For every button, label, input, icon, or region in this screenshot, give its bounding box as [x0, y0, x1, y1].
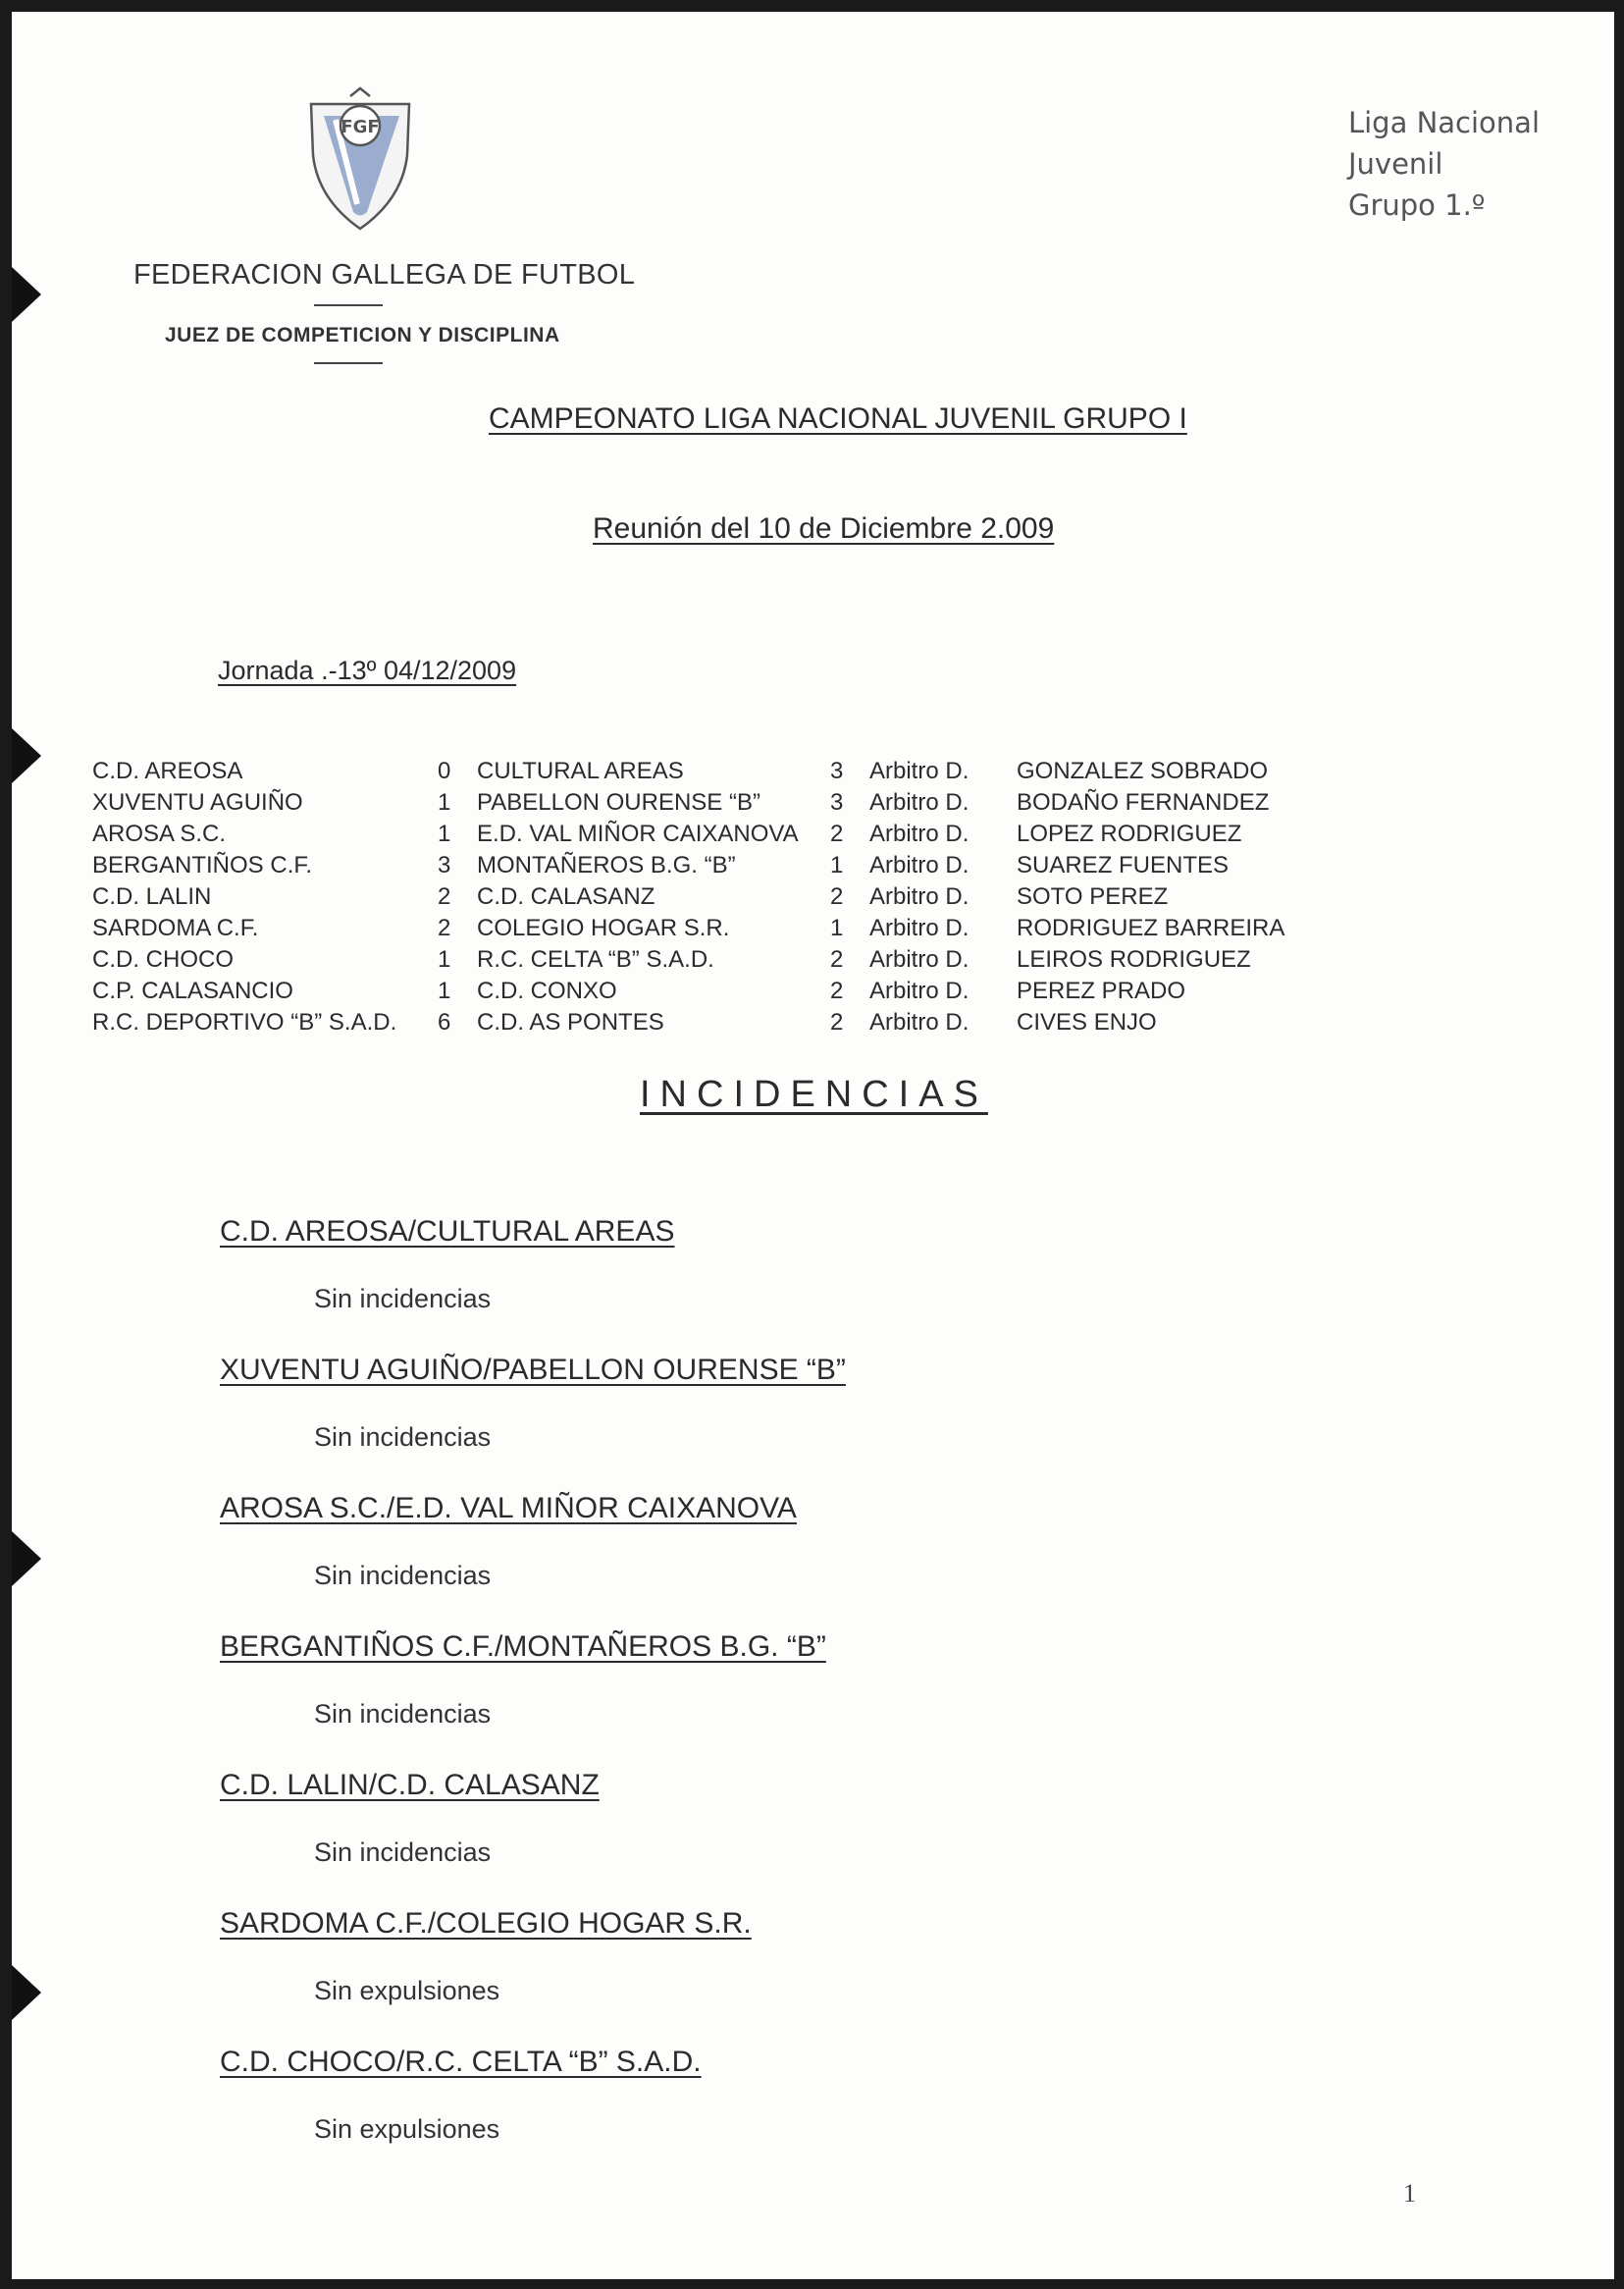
result-home-goals: 1: [438, 821, 451, 847]
document-title: CAMPEONATO LIGA NACIONAL JUVENIL GRUPO I: [489, 402, 1187, 435]
result-referee: BODAÑO FERNANDEZ: [1017, 789, 1270, 816]
result-away: C.D. AS PONTES: [477, 1009, 664, 1036]
result-away: R.C. CELTA “B” S.A.D.: [477, 946, 714, 973]
result-referee-label: Arbitro D.: [869, 821, 969, 847]
scan-edge-notch: [12, 1531, 41, 1586]
result-referee-label: Arbitro D.: [869, 758, 969, 784]
result-referee-label: Arbitro D.: [869, 915, 969, 941]
result-away-goals: 1: [830, 852, 844, 878]
result-home-goals: 3: [438, 852, 451, 878]
result-home: C.P. CALASANCIO: [92, 978, 293, 1004]
league-line: Liga Nacional: [1347, 106, 1540, 139]
result-home-goals: 2: [438, 883, 451, 910]
incident-note: Sin expulsiones: [314, 2114, 500, 2144]
incident-match-title: SARDOMA C.F./COLEGIO HOGAR S.R.: [220, 1907, 752, 1940]
table-row: [92, 913, 1311, 944]
incident-note: Sin incidencias: [314, 1561, 492, 1590]
result-away-goals: 1: [830, 915, 844, 941]
result-referee-label: Arbitro D.: [869, 852, 969, 878]
table-row: [92, 787, 1311, 819]
incident-note: Sin incidencias: [314, 1837, 492, 1867]
incident-block: [220, 1769, 1495, 1868]
incident-match-title: BERGANTIÑOS C.F./MONTAÑEROS B.G. “B”: [220, 1630, 826, 1663]
incident-match-title: AROSA S.C./E.D. VAL MIÑOR CAIXANOVA: [220, 1492, 797, 1524]
incident-block: [220, 1215, 1495, 1314]
result-referee: PEREZ PRADO: [1017, 978, 1186, 1004]
table-row: [92, 850, 1311, 881]
result-referee: CIVES ENJO: [1017, 1009, 1157, 1036]
incident-match-title: XUVENTU AGUIÑO/PABELLON OURENSE “B”: [220, 1354, 846, 1386]
result-away: C.D. CALASANZ: [477, 883, 655, 910]
table-row: [92, 976, 1311, 1007]
result-referee: GONZALEZ SOBRADO: [1017, 758, 1269, 784]
result-away-goals: 2: [830, 978, 844, 1004]
result-away: COLEGIO HOGAR S.R.: [477, 915, 730, 941]
page-number: 1: [1403, 2179, 1416, 2208]
incident-block: [220, 2046, 1495, 2145]
incident-note: Sin incidencias: [314, 1699, 492, 1729]
incident-note: Sin incidencias: [314, 1422, 492, 1452]
result-referee-label: Arbitro D.: [869, 978, 969, 1004]
result-home: SARDOMA C.F.: [92, 915, 259, 941]
incident-match-title: C.D. LALIN/C.D. CALASANZ: [220, 1769, 600, 1801]
result-away: CULTURAL AREAS: [477, 758, 684, 784]
result-referee-label: Arbitro D.: [869, 789, 969, 816]
result-home: XUVENTU AGUIÑO: [92, 789, 303, 816]
incident-match-title: C.D. CHOCO/R.C. CELTA “B” S.A.D.: [220, 2046, 702, 2078]
result-home: C.D. AREOSA: [92, 758, 243, 784]
league-label: [1348, 102, 1540, 226]
result-away-goals: 3: [830, 758, 844, 784]
result-referee: LOPEZ RODRIGUEZ: [1017, 821, 1242, 847]
result-home-goals: 6: [438, 1009, 451, 1036]
scan-edge-notch: [12, 1965, 41, 2020]
incident-block: [220, 1907, 1495, 2006]
scan-edge-notch: [12, 267, 41, 322]
incident-note: Sin expulsiones: [314, 1976, 500, 2005]
result-referee: RODRIGUEZ BARREIRA: [1017, 915, 1285, 941]
league-line: Grupo 1.º: [1347, 188, 1486, 222]
table-row: [92, 944, 1311, 976]
result-home-goals: 1: [438, 978, 451, 1004]
svg-text:FGF: FGF: [341, 117, 380, 137]
organization-name: FEDERACION GALLEGA DE FUTBOL: [133, 259, 636, 291]
incident-block: [220, 1492, 1495, 1591]
result-referee-label: Arbitro D.: [869, 946, 969, 973]
result-home-goals: 1: [438, 789, 451, 816]
matchday-heading: Jornada .-13º 04/12/2009: [218, 656, 517, 685]
table-row: [92, 756, 1311, 787]
department-name: JUEZ DE COMPETICION Y DISCIPLINA: [165, 324, 560, 346]
document-page: [12, 12, 1614, 2279]
divider: [314, 362, 383, 364]
result-away-goals: 2: [830, 946, 844, 973]
result-away: C.D. CONXO: [477, 978, 617, 1004]
incident-block: [220, 1354, 1495, 1453]
result-referee: LEIROS RODRIGUEZ: [1017, 946, 1251, 973]
result-away-goals: 2: [830, 1009, 844, 1036]
result-home: C.D. CHOCO: [92, 946, 234, 973]
table-row: [92, 881, 1311, 913]
result-home: R.C. DEPORTIVO “B” S.A.D.: [92, 1009, 397, 1036]
incident-block: [220, 1630, 1495, 1730]
table-row: [92, 819, 1311, 850]
result-referee: SUAREZ FUENTES: [1017, 852, 1230, 878]
result-away-goals: 3: [830, 789, 844, 816]
table-row: [92, 1007, 1311, 1038]
result-home: C.D. LALIN: [92, 883, 212, 910]
results-table: [92, 756, 1311, 1038]
result-away: MONTAÑEROS B.G. “B”: [477, 852, 736, 878]
result-home-goals: 1: [438, 946, 451, 973]
federation-crest-icon: [306, 86, 414, 234]
result-away: PABELLON OURENSE “B”: [477, 789, 760, 816]
result-away-goals: 2: [830, 883, 844, 910]
result-home: BERGANTIÑOS C.F.: [92, 852, 313, 878]
result-referee-label: Arbitro D.: [869, 1009, 969, 1036]
result-home: AROSA S.C.: [92, 821, 227, 847]
result-home-goals: 2: [438, 915, 451, 941]
result-away: E.D. VAL MIÑOR CAIXANOVA: [477, 821, 799, 847]
result-referee: SOTO PEREZ: [1017, 883, 1169, 910]
meeting-date: Reunión del 10 de Diciembre 2.009: [593, 512, 1055, 545]
incident-match-title: C.D. AREOSA/CULTURAL AREAS: [220, 1215, 675, 1248]
result-away-goals: 2: [830, 821, 844, 847]
scan-edge-notch: [12, 728, 41, 783]
league-line: Juvenil: [1347, 147, 1443, 181]
result-home-goals: 0: [438, 758, 451, 784]
incident-note: Sin incidencias: [314, 1284, 492, 1313]
incidents-heading: INCIDENCIAS: [640, 1074, 988, 1115]
result-referee-label: Arbitro D.: [869, 883, 969, 910]
divider: [314, 304, 383, 306]
